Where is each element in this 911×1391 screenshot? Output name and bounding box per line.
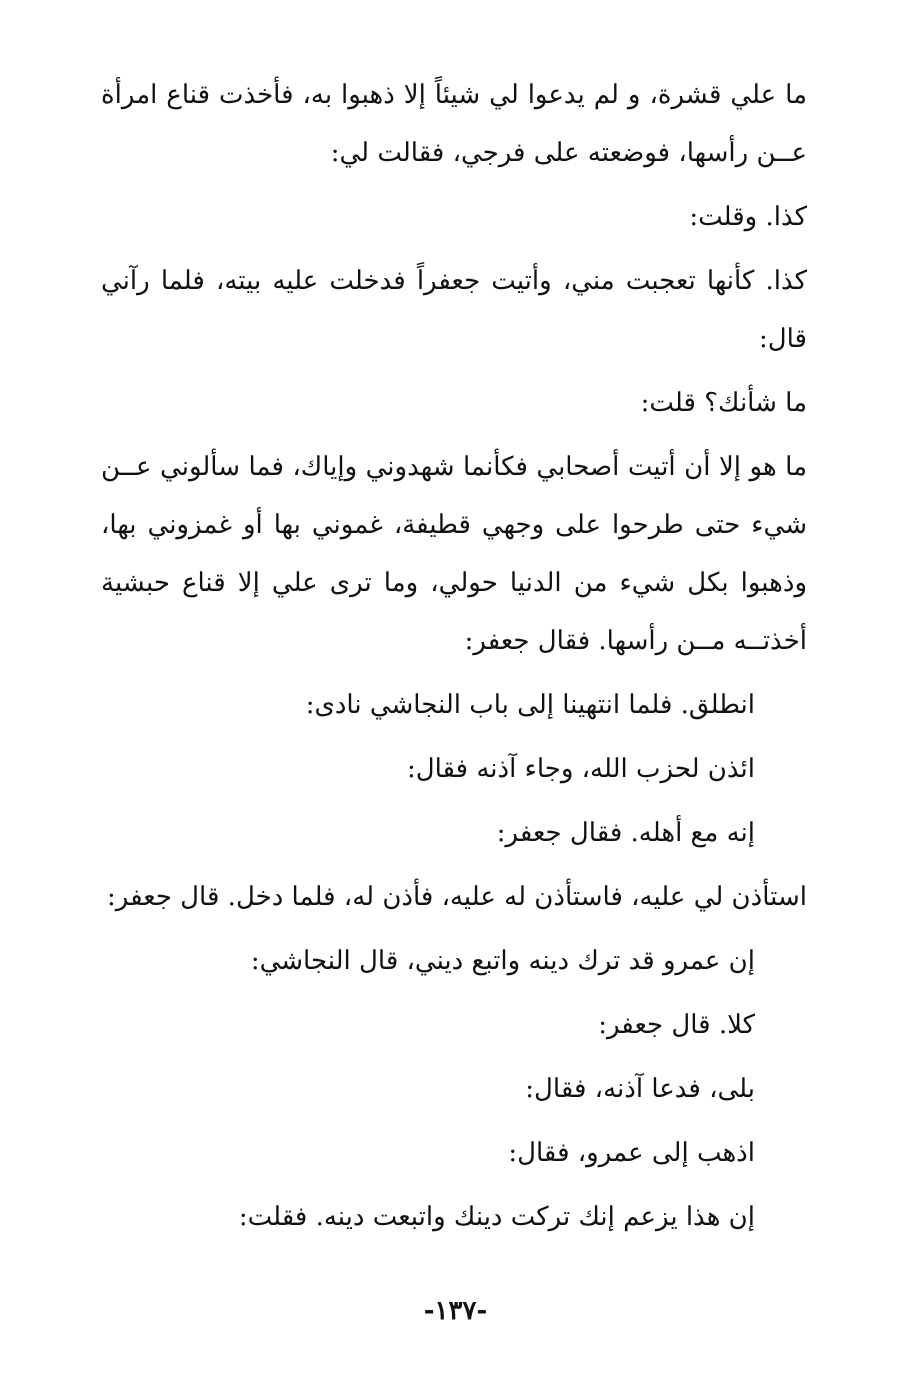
paragraph-14: إن هذا يزعم إنك تركت دينك واتبعت دينه. فقلت: — [238, 1202, 755, 1232]
paragraph-11: كلا. قال جعفر: — [598, 1010, 755, 1040]
paragraph-3: كذا. كأنها تعجبت مني، وأتيت جعفراً فدخلت عليه بيته، فلما رآني قال: — [101, 266, 807, 354]
page-number: -١٣٧- — [423, 1296, 488, 1326]
paragraph-2: كذا. وقلت: — [689, 202, 807, 232]
paragraph-7: ائذن لحزب الله، وجاء آذنه فقال: — [406, 754, 755, 784]
paragraph-9: استأذن لي عليه، فاستأذن له عليه، فأذن له، فلما دخل. قال جعفر: — [107, 882, 807, 912]
paragraph-8: إنه مع أهله. فقال جعفر: — [496, 818, 755, 848]
paragraph-13: اذهب إلى عمرو، فقال: — [508, 1138, 755, 1168]
paragraph-6: انطلق. فلما انتهينا إلى باب النجاشي نادى: — [305, 690, 755, 720]
paragraph-4: ما شأنك؟ قلت: — [640, 388, 807, 418]
paragraph-1: ما علي قشرة، و لم يدعوا لي شيئاً إلا ذهبوا به، فأخذت قناع امرأة عــن رأسها، فوضعته على فرجي، فقالت لي: — [101, 80, 807, 168]
document-page — [101, 66, 807, 1252]
paragraph-12: بلى، فدعا آذنه، فقال: — [525, 1074, 755, 1104]
paragraph-5: ما هو إلا أن أتيت أصحابي فكأنما شهدوني وإياك، فما سألوني عــن شيء حتى طرحوا على وجهي قطيفة، غموني بها أو غمزوني بها، وذهبوا بكل شيء من الدنيا حولي، وما ترى علي إلا قناع حبشية أخذتــه مــن رأسها. فقال جعفر: — [101, 452, 808, 656]
paragraph-10: إن عمرو قد ترك دينه واتبع ديني، قال النجاشي: — [250, 946, 755, 976]
